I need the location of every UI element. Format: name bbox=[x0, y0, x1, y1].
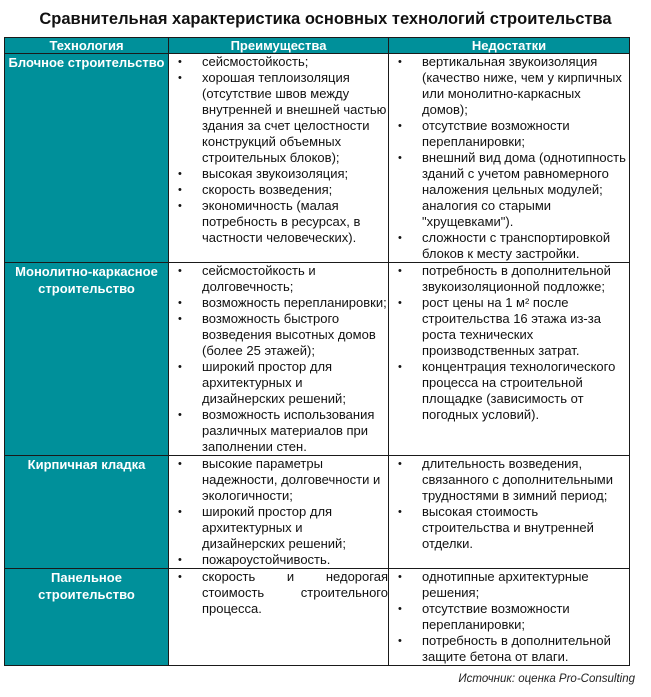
bullet-icon: • bbox=[398, 635, 402, 647]
table-row bbox=[5, 54, 630, 263]
list-item-text: отсутствие возможности перепланировки; bbox=[422, 118, 570, 149]
advantages-cell bbox=[169, 263, 389, 456]
page-title: Сравнительная характеристика основных технологий строительства bbox=[39, 10, 612, 28]
advantages-list bbox=[169, 54, 388, 246]
bullet-icon: • bbox=[178, 409, 182, 421]
bullet-icon: • bbox=[398, 361, 402, 373]
list-item bbox=[169, 70, 388, 166]
list-item bbox=[389, 456, 629, 504]
bullet-icon: • bbox=[398, 232, 402, 244]
table-body bbox=[5, 54, 630, 666]
list-item-text: вертикальная звукоизоляция (качество ниже, чем у кирпичных или монолитно-каркасных домов); bbox=[422, 54, 622, 117]
list-item bbox=[169, 263, 388, 295]
bullet-icon: • bbox=[398, 265, 402, 277]
bullet-icon: • bbox=[178, 506, 182, 518]
bullet-icon: • bbox=[178, 184, 182, 196]
bullet-icon: • bbox=[398, 152, 402, 164]
list-item bbox=[389, 633, 629, 665]
list-item bbox=[169, 552, 388, 568]
disadvantages-list bbox=[389, 569, 629, 665]
bullet-icon: • bbox=[398, 571, 402, 583]
advantages-cell bbox=[169, 569, 389, 666]
bullet-icon: • bbox=[398, 56, 402, 68]
list-item-text: пожароустойчивость. bbox=[202, 552, 331, 567]
list-item-text: сейсмостойкость и долговечность; bbox=[202, 263, 316, 294]
bullet-icon: • bbox=[398, 603, 402, 615]
source-note: Источник: оценка Pro-Consulting bbox=[458, 673, 635, 685]
list-item-text: скорость возведения; bbox=[202, 182, 333, 197]
disadvantages-cell bbox=[389, 456, 630, 569]
disadvantages-list bbox=[389, 456, 629, 552]
list-item bbox=[169, 182, 388, 198]
list-item bbox=[389, 601, 629, 633]
bullet-icon: • bbox=[178, 554, 182, 566]
header-technology: Технология bbox=[5, 38, 169, 54]
list-item bbox=[169, 569, 388, 617]
bullet-icon: • bbox=[398, 120, 402, 132]
bullet-icon: • bbox=[178, 313, 182, 325]
list-item bbox=[169, 504, 388, 552]
list-item-text: потребность в дополнительной звукоизоляционной подложке; bbox=[422, 263, 611, 294]
disadvantages-cell bbox=[389, 263, 630, 456]
table-row bbox=[5, 569, 630, 666]
list-item bbox=[389, 569, 629, 601]
bullet-icon: • bbox=[178, 168, 182, 180]
list-item-text: высокая стоимость строительства и внутренней отделки. bbox=[422, 504, 594, 551]
list-item-text: потребность в дополнительной защите бетона от влаги. bbox=[422, 633, 611, 664]
advantages-cell bbox=[169, 54, 389, 263]
list-item-text: сложности с транспортировкой блоков к месту застройки. bbox=[422, 230, 611, 261]
list-item-text: экономичность (малая потребность в ресурсах, в частности человеческих). bbox=[202, 198, 361, 245]
list-item bbox=[169, 54, 388, 70]
technology-cell: Панельное строительство bbox=[5, 569, 169, 666]
bullet-icon: • bbox=[178, 361, 182, 373]
list-item bbox=[389, 295, 629, 359]
list-item-text: однотипные архитектурные решения; bbox=[422, 569, 589, 600]
list-item-text: скорость и недорогая стоимость строительного процесса. bbox=[202, 569, 388, 616]
disadvantages-list bbox=[389, 263, 629, 423]
list-item-text: сейсмостойкость; bbox=[202, 54, 309, 69]
list-item bbox=[169, 198, 388, 246]
list-item-text: широкий простор для архитектурных и дизайнерских решений; bbox=[202, 504, 346, 551]
bullet-icon: • bbox=[178, 56, 182, 68]
comparison-table bbox=[4, 37, 630, 666]
list-item bbox=[389, 504, 629, 552]
list-item bbox=[389, 118, 629, 150]
technology-cell: Кирпичная кладка bbox=[5, 456, 169, 569]
header-advantages: Преимущества bbox=[169, 38, 389, 54]
list-item bbox=[389, 230, 629, 262]
list-item bbox=[389, 54, 629, 118]
bullet-icon: • bbox=[178, 458, 182, 470]
disadvantages-list bbox=[389, 54, 629, 262]
disadvantages-cell bbox=[389, 54, 630, 263]
list-item-text: широкий простор для архитектурных и дизайнерских решений; bbox=[202, 359, 346, 406]
bullet-icon: • bbox=[178, 297, 182, 309]
list-item bbox=[169, 166, 388, 182]
bullet-icon: • bbox=[398, 506, 402, 518]
bullet-icon: • bbox=[398, 458, 402, 470]
disadvantages-cell bbox=[389, 569, 630, 666]
list-item bbox=[169, 311, 388, 359]
list-item-text: внешний вид дома (однотипность зданий с учетом равномерного наложения цельных модулей; аналогия со старыми "хрущевками"). bbox=[422, 150, 626, 229]
list-item bbox=[169, 359, 388, 407]
list-item-text: возможность перепланировки; bbox=[202, 295, 387, 310]
table-header-row bbox=[5, 38, 630, 54]
bullet-icon: • bbox=[178, 265, 182, 277]
advantages-list bbox=[169, 263, 388, 455]
table-row bbox=[5, 456, 630, 569]
advantages-cell bbox=[169, 456, 389, 569]
technology-cell: Монолитно-каркасное строительство bbox=[5, 263, 169, 456]
list-item-text: возможность использования различных материалов при заполнении стен. bbox=[202, 407, 375, 454]
bullet-icon: • bbox=[178, 200, 182, 212]
list-item-text: хорошая теплоизоляция (отсутствие швов между внутренней и внешней частью здания за счет целостности конструкций объемных строительных блоков); bbox=[202, 70, 387, 165]
list-item-text: концентрация технологического процесса на строительной площадке (зависимость от погодных условий). bbox=[422, 359, 616, 422]
table-row bbox=[5, 263, 630, 456]
list-item bbox=[389, 359, 629, 423]
list-item-text: возможность быстрого возведения высотных домов (более 25 этажей); bbox=[202, 311, 376, 358]
list-item bbox=[169, 295, 388, 311]
list-item-text: отсутствие возможности перепланировки; bbox=[422, 601, 570, 632]
bullet-icon: • bbox=[178, 571, 182, 583]
list-item-text: высокие параметры надежности, долговечности и экологичности; bbox=[202, 456, 381, 503]
technology-cell: Блочное строительство bbox=[5, 54, 169, 263]
advantages-list bbox=[169, 569, 388, 617]
list-item-text: рост цены на 1 м² после строительства 16 этажа из-за роста технических производственных затрат. bbox=[422, 295, 601, 358]
list-item-text: длительность возведения, связанного с дополнительными трудностями в зимний период; bbox=[422, 456, 614, 503]
list-item bbox=[389, 263, 629, 295]
header-disadvantages: Недостатки bbox=[389, 38, 630, 54]
list-item bbox=[169, 456, 388, 504]
bullet-icon: • bbox=[178, 72, 182, 84]
list-item bbox=[389, 150, 629, 230]
list-item-text: высокая звукоизоляция; bbox=[202, 166, 349, 181]
advantages-list bbox=[169, 456, 388, 568]
list-item bbox=[169, 407, 388, 455]
bullet-icon: • bbox=[398, 297, 402, 309]
